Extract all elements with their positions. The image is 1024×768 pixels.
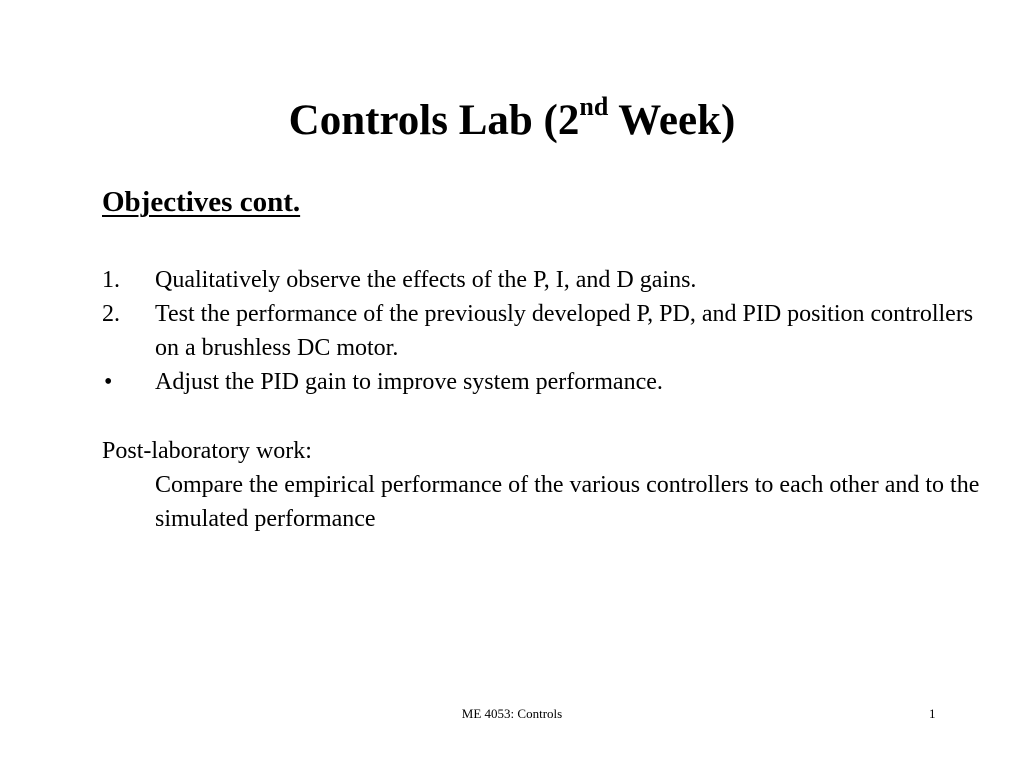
list-item-marker: 2. (102, 301, 120, 327)
title-end: Week) (608, 97, 736, 144)
title-superscript: nd (579, 91, 609, 121)
list-item-bullet: • (104, 369, 113, 395)
footer-course: ME 4053: Controls (461, 706, 563, 721)
list-item (102, 297, 982, 365)
footer-page-number: 1 (929, 706, 936, 721)
list-item-text: Test the performance of the previously developed P, PD, and PID position controllers on a brushless DC motor. (155, 301, 974, 361)
post-lab-heading: Post-laboratory work: (102, 438, 312, 464)
list-item-marker: 1. (102, 267, 120, 293)
list-item (102, 365, 982, 399)
slide-title (0, 91, 1024, 147)
objectives-list (102, 263, 982, 399)
list-item (102, 263, 982, 297)
post-lab-body: Compare the empirical performance of the various controllers to each other and to the simulated performance (155, 472, 980, 532)
title-main: Controls Lab (2 (288, 97, 580, 144)
list-item-text: Qualitatively observe the effects of the P, I, and D gains. (155, 267, 697, 293)
objectives-heading: Objectives cont. (102, 186, 301, 218)
post-lab-section (102, 434, 982, 536)
list-item-text: Adjust the PID gain to improve system performance. (155, 369, 663, 395)
